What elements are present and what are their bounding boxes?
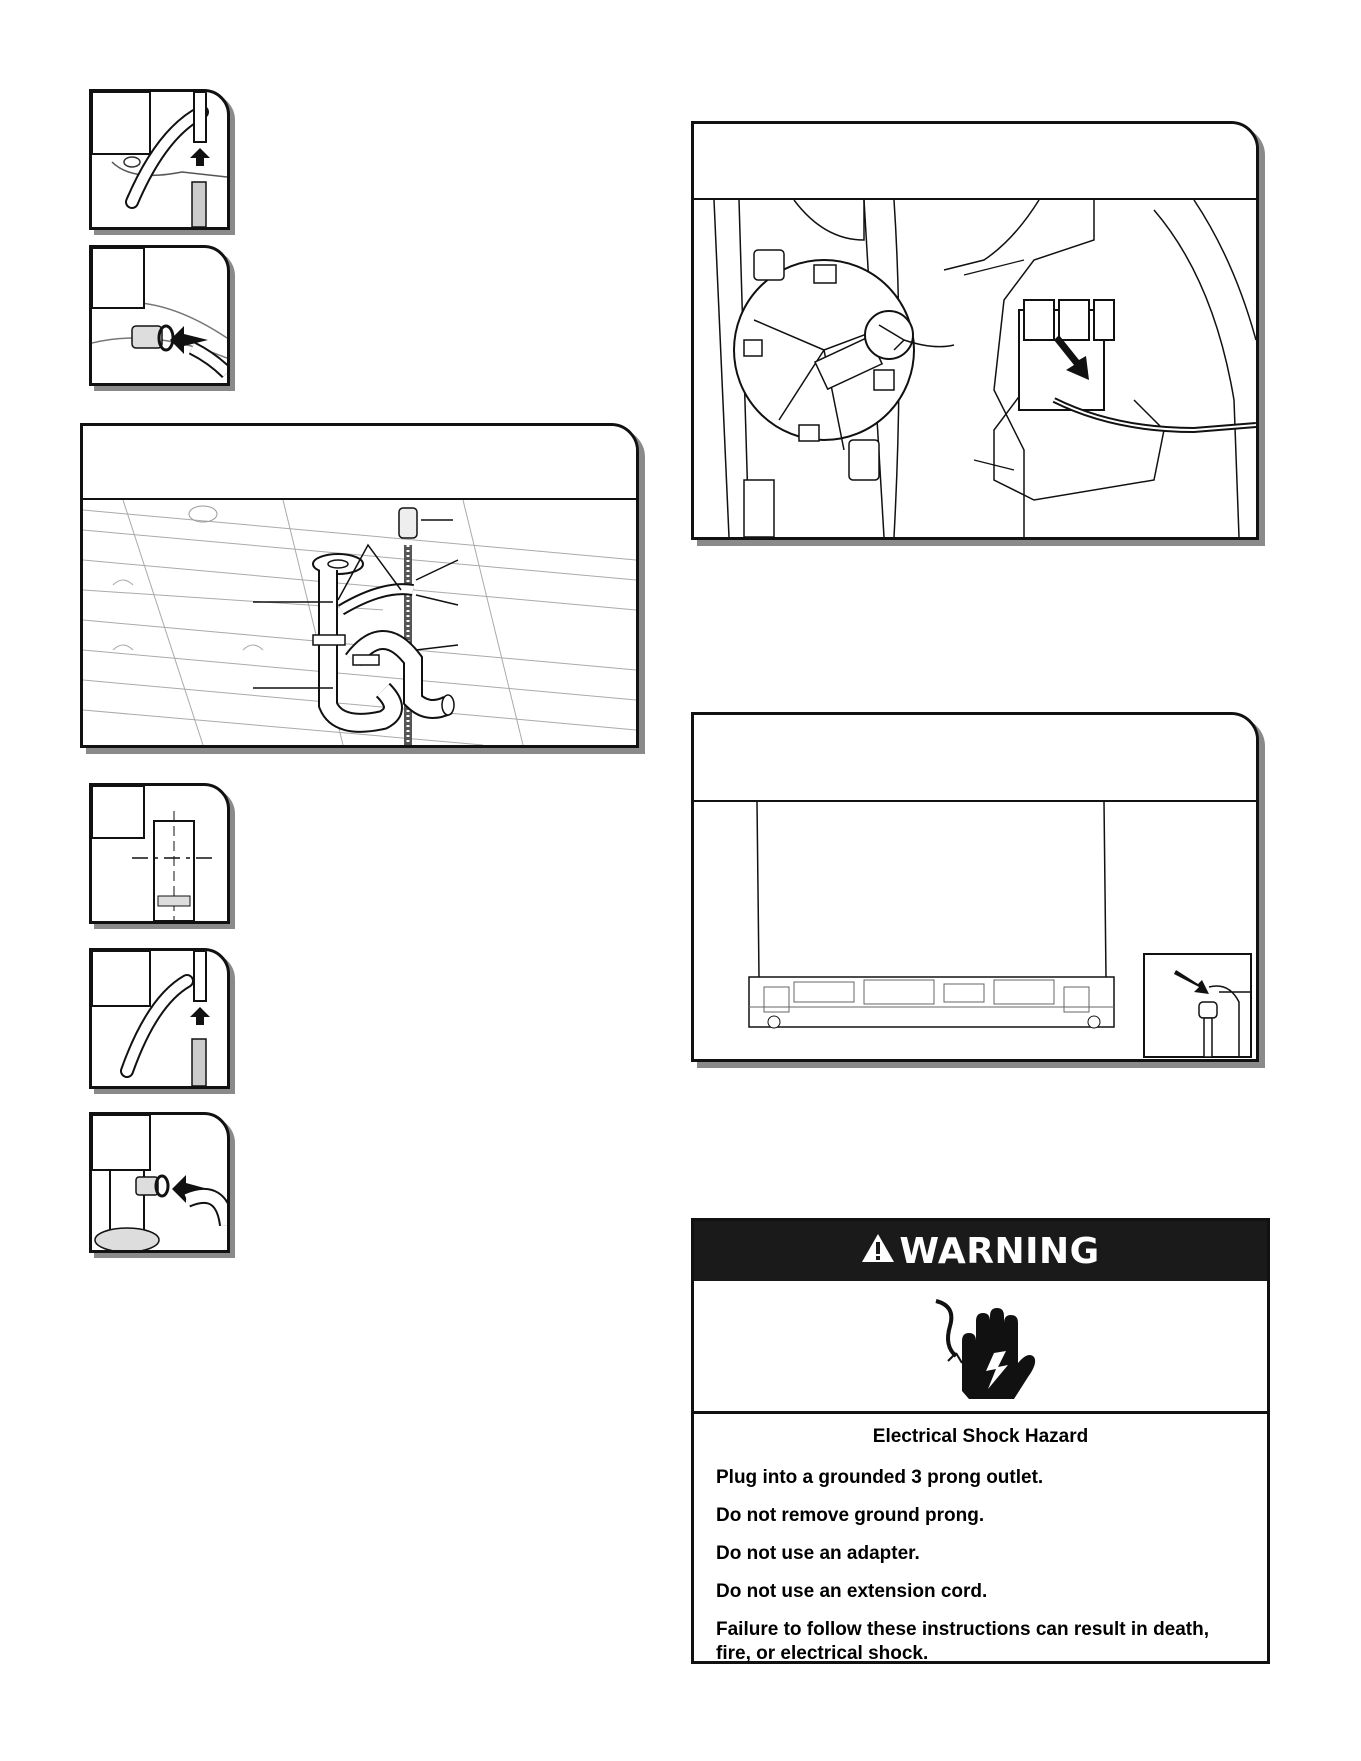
electrical-shock-hand-icon <box>694 1281 1267 1411</box>
warning-triangle-icon <box>861 1231 895 1272</box>
p-trap-icon <box>83 500 636 745</box>
hose-clamp-icon <box>92 92 227 227</box>
leveling-leg-icon <box>694 802 1256 1059</box>
warning-line: Do not use an extension cord. <box>716 1581 988 1602</box>
arrow-icon <box>92 248 227 383</box>
warning-box <box>691 1218 1270 1664</box>
electrical-connector-panel <box>691 121 1259 540</box>
dishwasher-leveling-panel <box>691 712 1259 1062</box>
hose-clamp-icon <box>92 951 227 1086</box>
warning-line: Plug into a grounded 3 prong outlet. <box>716 1467 1044 1488</box>
hose-clamp-inlet-thumb-2 <box>89 948 230 1089</box>
warning-line: Do not remove ground prong. <box>716 1505 985 1526</box>
drain-pipe-cut-thumb <box>89 783 230 924</box>
warning-header <box>694 1221 1267 1281</box>
arrow-icon <box>92 1115 227 1250</box>
hose-clamp-inlet-thumb <box>89 89 230 230</box>
drain-hose-attach-thumb-2 <box>89 1112 230 1253</box>
sink-drain-plumbing-panel <box>80 423 639 748</box>
pipe-icon <box>92 786 227 921</box>
warning-line: Failure to follow these instructions can result in death, fire, or electrical shock. <box>716 1619 1210 1664</box>
connector-icon <box>694 200 1256 537</box>
warning-icon-area <box>694 1281 1267 1414</box>
hazard-title: Electrical Shock Hazard <box>872 1426 1089 1447</box>
drain-hose-attach-thumb <box>89 245 230 386</box>
warning-heading: WARNING <box>899 1230 1100 1272</box>
warning-line: Do not use an adapter. <box>716 1543 920 1564</box>
